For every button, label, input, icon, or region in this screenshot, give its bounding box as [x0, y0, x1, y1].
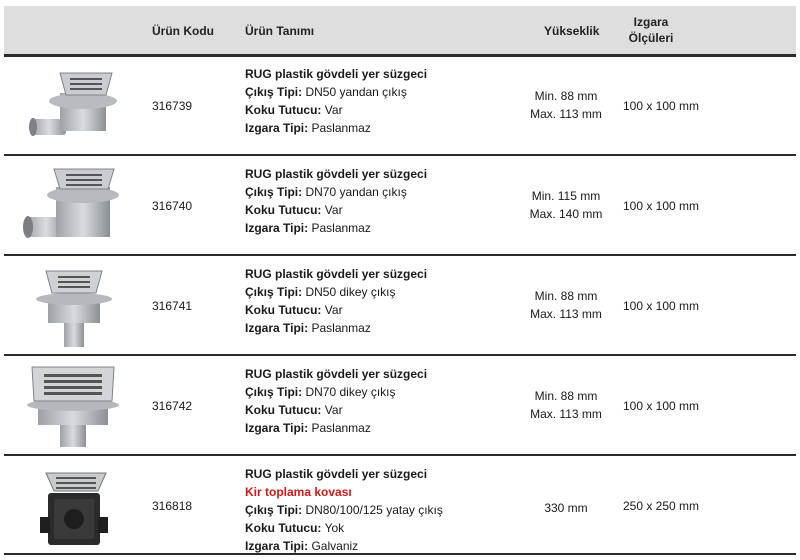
product-description [245, 165, 427, 237]
product-code: 316818 [152, 499, 193, 513]
odor-value: Var [324, 103, 343, 117]
grate-type-label: Izgara Tipi: [245, 539, 309, 553]
odor-label: Koku Tutucu: [245, 521, 322, 535]
header-code: Ürün Kodu [152, 24, 214, 38]
height-max: Max. 113 mm [530, 107, 602, 121]
product-description [245, 65, 427, 137]
outlet-value: DN80/100/125 yatay çıkış [305, 503, 443, 517]
grate-size: 100 x 100 mm [622, 399, 700, 413]
drain-vertical-outlet-icon [20, 365, 124, 449]
height-max: Max. 113 mm [530, 407, 602, 421]
height-single: 330 mm [544, 501, 588, 515]
odor-value: Var [324, 203, 343, 217]
grate-type-value: Galvaniz [311, 539, 359, 553]
table-row [4, 457, 796, 555]
product-title: RUG plastik gövdeli yer süzgeci [245, 467, 428, 481]
dirt-bucket-note: Kir toplama kovası [245, 485, 352, 499]
outlet-label: Çıkış Tipi: [245, 503, 303, 517]
height-max: Max. 140 mm [529, 207, 603, 221]
header-height: Yükseklik [544, 24, 600, 38]
outlet-label: Çıkış Tipi: [245, 185, 303, 199]
grate-type-label: Izgara Tipi: [245, 121, 309, 135]
grate-type-label: Izgara Tipi: [245, 421, 309, 435]
product-title: RUG plastik gövdeli yer süzgeci [245, 267, 428, 281]
drain-side-outlet-icon [20, 165, 124, 249]
odor-label: Koku Tutucu: [245, 403, 322, 417]
height-range [516, 187, 616, 223]
odor-label: Koku Tutucu: [245, 303, 322, 317]
product-title: RUG plastik gövdeli yer süzgeci [245, 67, 428, 81]
outlet-value: DN70 dikey çıkış [305, 385, 396, 399]
header-description: Ürün Tanımı [245, 24, 315, 38]
drain-side-outlet-icon [20, 65, 124, 149]
product-title: RUG plastik gövdeli yer süzgeci [245, 167, 428, 181]
product-code: 316741 [152, 299, 193, 313]
header-grate-size [616, 14, 686, 46]
odor-label: Koku Tutucu: [245, 103, 322, 117]
outlet-label: Çıkış Tipi: [245, 85, 303, 99]
odor-value: Var [324, 403, 343, 417]
height-min: Min. 115 mm [531, 189, 601, 203]
height-range [516, 87, 616, 123]
height-min: Min. 88 mm [534, 89, 598, 103]
odor-label: Koku Tutucu: [245, 203, 322, 217]
drain-dirt-bucket-icon [20, 465, 124, 549]
product-description [245, 465, 443, 555]
table-row [4, 157, 796, 256]
grate-type-value: Paslanmaz [311, 121, 371, 135]
height-min: Min. 88 mm [534, 389, 598, 403]
product-description [245, 265, 427, 337]
grate-type-label: Izgara Tipi: [245, 321, 309, 335]
odor-value: Yok [324, 521, 345, 535]
outlet-value: DN70 yandan çıkış [305, 185, 407, 199]
grate-size: 100 x 100 mm [622, 99, 700, 113]
grate-size: 250 x 250 mm [622, 499, 700, 513]
grate-type-label: Izgara Tipi: [245, 221, 309, 235]
height-range [516, 287, 616, 323]
product-code: 316742 [152, 399, 193, 413]
header-grate-line1: Izgara [633, 15, 669, 29]
table-row [4, 57, 796, 156]
table-row [4, 257, 796, 356]
drain-vertical-outlet-icon [20, 265, 124, 349]
height-max: Max. 113 mm [530, 307, 602, 321]
odor-value: Var [324, 303, 343, 317]
outlet-value: DN50 dikey çıkış [305, 285, 396, 299]
grate-size: 100 x 100 mm [622, 199, 700, 213]
table-header [4, 6, 796, 57]
height-range [516, 387, 616, 423]
grate-type-value: Paslanmaz [311, 421, 371, 435]
header-grate-line2: Ölçüleri [628, 31, 674, 45]
outlet-label: Çıkış Tipi: [245, 285, 303, 299]
grate-type-value: Paslanmaz [311, 321, 371, 335]
table-row [4, 357, 796, 456]
product-title: RUG plastik gövdeli yer süzgeci [245, 367, 428, 381]
height-min: Min. 88 mm [534, 289, 598, 303]
product-code: 316740 [152, 199, 193, 213]
grate-type-value: Paslanmaz [311, 221, 371, 235]
outlet-value: DN50 yandan çıkış [305, 85, 407, 99]
grate-size: 100 x 100 mm [622, 299, 700, 313]
product-description [245, 365, 427, 437]
outlet-label: Çıkış Tipi: [245, 385, 303, 399]
product-code: 316739 [152, 99, 193, 113]
